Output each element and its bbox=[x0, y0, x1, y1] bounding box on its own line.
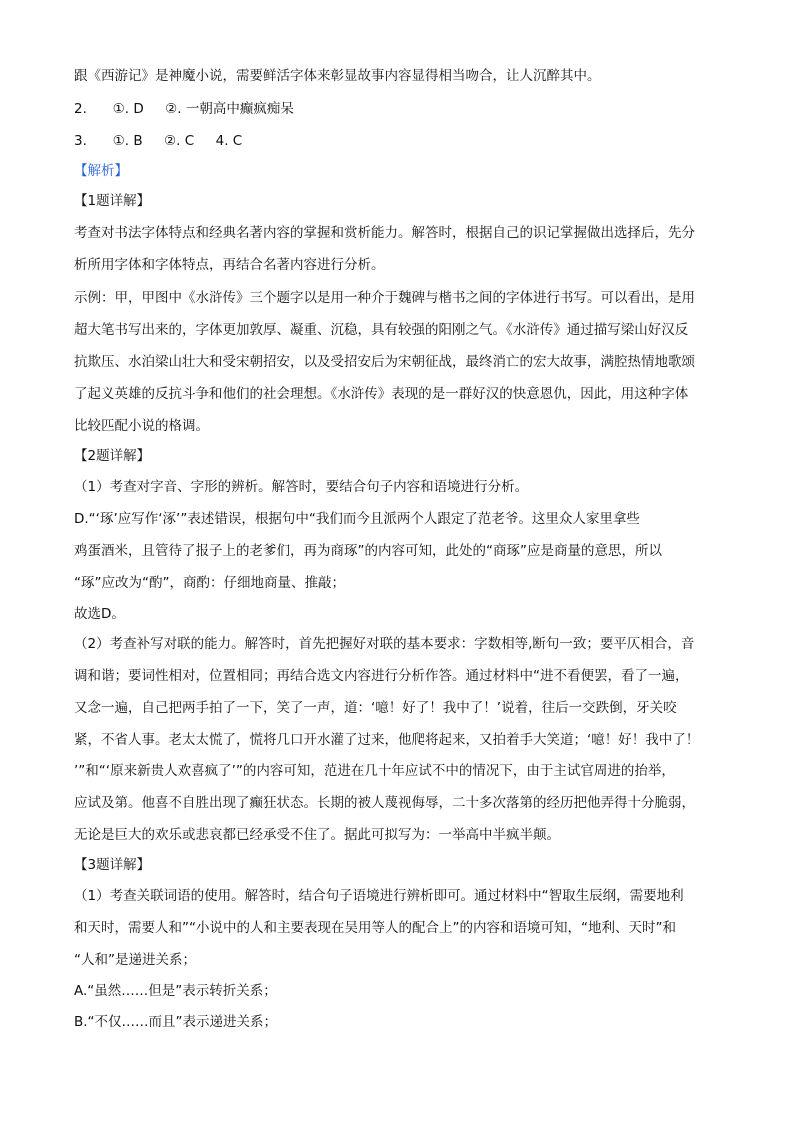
text-line: 无论是巨大的欢乐或悲哀都已经承受不住了。据此可拟写为：一举高中半疯半颠。 bbox=[74, 827, 560, 843]
text-line: 了起义英雄的反抗斗争和他们的社会理想。《水浒传》表现的是一群好汉的快意恩仇，因此，用这种字体 bbox=[74, 386, 689, 402]
text-line: 鸡蛋酒米，且管待了报子上的老爹们，再为商琢”的内容可知，此处的“商琢”应是商量的意思，所以 bbox=[74, 543, 662, 559]
option-b: B.“不仅……而且”表示递进关系； bbox=[74, 1014, 278, 1030]
answer-line-3: 3. ①. B ②. C 4. C bbox=[74, 133, 243, 149]
text-line: （2）考查补写对联的能力。解答时，首先把握好对联的基本要求：字数相等,断句一致；要平仄相合，音 bbox=[74, 636, 695, 652]
text-line: 调和谐；要词性相对，位置相同；再结合选文内容进行分析作答。通过材料中“进不看便罢，看了一遍， bbox=[74, 668, 689, 684]
text-line: D.“‘琢’应写作‘涿’”表述错误，根据句中“我们而今且派两个人跟定了范老爷。这里众人家里拿些 bbox=[74, 511, 640, 527]
text-line: 跟《西游记》是神魔小说，需要鲜活字体来彰显故事内容显得相当吻合，让人沉醉其中。 bbox=[74, 68, 601, 84]
text-line: 抗欺压、水泊梁山壮大和受宋朝招安，以及受招安后为宋朝征战，最终消亡的宏大故事，满腔热情地歌颂 bbox=[74, 354, 695, 370]
text-line: （1）考查对字音、字形的辨析。解答时，要结合句子内容和语境进行分析。 bbox=[74, 479, 529, 495]
text-line: “人和”是递进关系； bbox=[74, 952, 196, 968]
answer-line-2: 2. ①. D ②. 一朝高中癫疯痴呆 bbox=[74, 101, 294, 117]
text-line: 比较匹配小说的格调。 bbox=[74, 418, 209, 434]
text-line: ’”和“‘原来新贵人欢喜疯了’”的内容可知，范进在几十年应试不中的情况下，由于主试官周进的抬举， bbox=[74, 763, 675, 779]
section-heading-q3: 【3题详解】 bbox=[74, 857, 151, 873]
text-line: “琢”应改为“酌”，商酌：仔细地商量、推敲； bbox=[74, 575, 345, 591]
text-line: 示例：甲，甲图中《水浒传》三个题字以是用一种介于魏碑与楷书之间的字体进行书写。可以看出，是用 bbox=[74, 290, 695, 306]
analysis-heading: 【解析】 bbox=[74, 163, 128, 179]
text-line: 紧，不省人事。老太太慌了，慌将几口开水灌了过来，他爬将起来，又拍着手大笑道；‘噫！好！我中了！ bbox=[74, 732, 700, 748]
section-heading-q1: 【1题详解】 bbox=[74, 193, 151, 209]
text-line: 超大笔书写出来的，字体更加敦厚、凝重、沉稳，具有较强的阳刚之气。《水浒传》通过描写梁山好汉反 bbox=[74, 322, 689, 338]
text-line: 和天时，需要人和”“小说中的人和主要表现在吴用等人的配合上”的内容和语境可知，“地利、天时”和 bbox=[74, 920, 676, 936]
text-line: （1）考查关联词语的使用。解答时，结合句子语境进行辨析即可。通过材料中“智取生辰纲，需要地利 bbox=[74, 888, 684, 904]
text-line: 应试及第。他喜不自胜出现了癫狂状态。长期的被人蔑视侮辱，二十多次落第的经历把他弄得十分脆弱， bbox=[74, 795, 695, 811]
section-heading-q2: 【2题详解】 bbox=[74, 448, 151, 464]
option-a: A.“虽然……但是”表示转折关系； bbox=[74, 983, 277, 999]
text-line: 考查对书法字体特点和经典名著内容的掌握和赏析能力。解答时，根据自己的识记掌握做出选择后，先分 bbox=[74, 225, 695, 241]
text-line: 析所用字体和字体特点，再结合名著内容进行分析。 bbox=[74, 257, 385, 273]
text-line: 故选D。 bbox=[74, 606, 125, 622]
text-line: 又念一遍，自己把两手拍了一下，笑了一声，道：‘噫！好了！我中了！’说着，往后一交跌倒，牙关咬 bbox=[74, 700, 677, 716]
